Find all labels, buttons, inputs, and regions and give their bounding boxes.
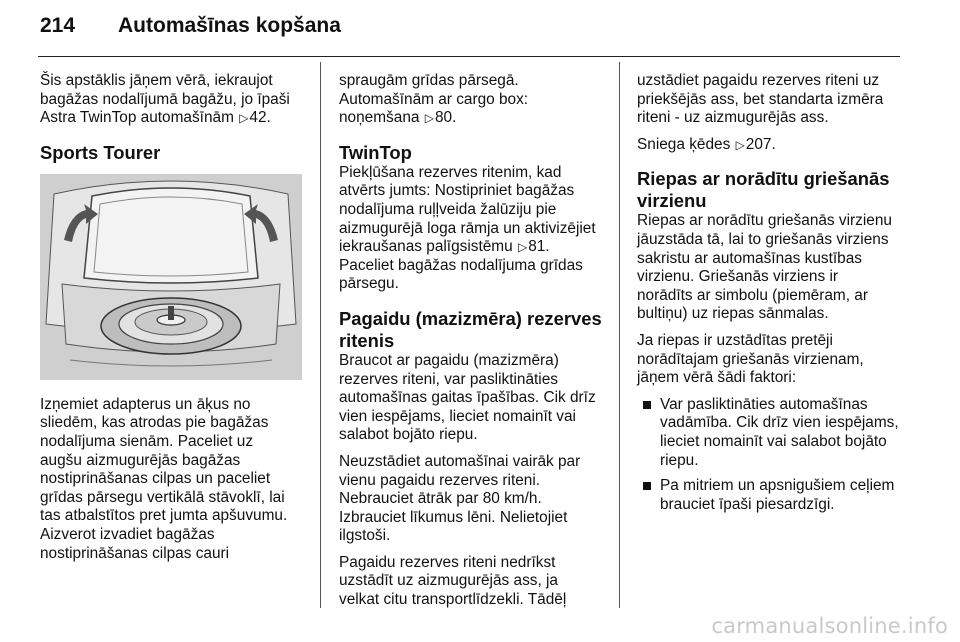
line: velkat citu transportlīdzekli. Tādēļ bbox=[339, 591, 567, 609]
line: Pa mitriem un apsnigušiem ceļiem bbox=[660, 477, 895, 495]
line: nodalījuma ruļļveida žalūziju pie bbox=[339, 200, 557, 218]
page-number: 214 bbox=[40, 14, 76, 37]
line: ilgstoši. bbox=[339, 527, 391, 545]
line: lieciet nomainīt vai salabot bojāto bbox=[660, 432, 887, 450]
line: vienu pagaidu rezerves riteni. bbox=[339, 471, 541, 489]
line: grīdas pārsegu vertikālā stāvoklī, lai bbox=[40, 488, 285, 506]
line: Šis apstāklis jāņem vērā, iekraujot bbox=[40, 72, 273, 89]
line: nostiprināšanas cilpas cauri bbox=[40, 544, 230, 562]
page-title: Automašīnas kopšana bbox=[118, 14, 341, 37]
section-heading-twintop: TwinTop bbox=[339, 141, 412, 163]
page-header bbox=[40, 14, 341, 48]
line: sakristu ar automašīnas kustības bbox=[637, 249, 862, 267]
line: Aizverot izvadiet bagāžas bbox=[40, 525, 215, 543]
trunk-spare-wheel-illustration bbox=[40, 174, 302, 380]
twintop-paragraph bbox=[339, 164, 605, 294]
line: Piekļūšana rezerves ritenim, kad bbox=[339, 163, 562, 181]
page-ref-arrow-icon: ▷ bbox=[239, 111, 249, 126]
line: norādītajam griešanās virzienam, bbox=[637, 350, 864, 368]
line: rezerves riteni, var pasliktināties bbox=[339, 370, 558, 388]
heading-line: Riepas ar norādītu griešanās bbox=[637, 168, 890, 190]
section-heading-temporary-spare bbox=[339, 308, 605, 352]
page-ref-arrow-icon: ▷ bbox=[517, 240, 528, 255]
line: Paceliet bagāžas nodalījuma grīdas bbox=[339, 256, 583, 274]
line: bultiņu) uz riepas sānmalas. bbox=[637, 305, 829, 323]
line: Automašīnām ar cargo box: bbox=[339, 90, 529, 108]
column-2 bbox=[339, 72, 605, 610]
line: nostiprināšanas cilpas un paceliet bbox=[40, 470, 271, 488]
page-ref[interactable]: 81. bbox=[528, 238, 550, 256]
instructions-paragraph bbox=[40, 396, 302, 563]
continued-paragraph bbox=[339, 72, 605, 128]
line: bagāžas nodalījumā bagāžu, jo īpaši bbox=[40, 90, 290, 108]
line: augšu aizmugurējās bagāžas bbox=[40, 451, 241, 469]
line: atvērts jumts: Nostipriniet bagāžas bbox=[339, 182, 575, 200]
column-1 bbox=[40, 72, 302, 563]
directional-paragraph bbox=[637, 212, 909, 324]
page-ref[interactable]: 42. bbox=[249, 109, 271, 127]
temporary-spare-paragraph bbox=[339, 352, 605, 445]
speed-paragraph bbox=[339, 453, 605, 546]
line: virzienu. Griešanās virziens ir bbox=[637, 268, 838, 286]
line: pārsegu. bbox=[339, 275, 399, 293]
bullet-square-icon bbox=[643, 482, 651, 490]
line: sliedēm, kas atrodas pie bagāžas bbox=[40, 414, 269, 432]
section-heading-directional-tyres bbox=[637, 168, 909, 212]
header-rule bbox=[38, 56, 900, 57]
line: riepu. bbox=[660, 451, 699, 469]
line: iekraušanas palīgsistēmu bbox=[339, 238, 513, 256]
watermark-text: carmanualsonline.info bbox=[711, 614, 948, 638]
axle-paragraph bbox=[637, 72, 909, 128]
line: riteni - uz aizmugurējās ass. bbox=[637, 109, 829, 127]
line: Neuzstādiet automašīnai vairāk par bbox=[339, 452, 581, 470]
line: Sniega ķēdes bbox=[637, 135, 731, 153]
line: Riepas ar norādītu griešanās virzienu bbox=[637, 212, 892, 230]
line: salabot bojāto riepu. bbox=[339, 426, 478, 444]
line: vadāmība. Cik drīz vien iespējams, bbox=[660, 414, 899, 432]
heading-line: virzienu bbox=[637, 190, 707, 212]
line: Ja riepas ir uzstādītas pretēji bbox=[637, 331, 833, 349]
heading-line: Pagaidu (mazizmēra) rezerves bbox=[339, 307, 602, 329]
column-3 bbox=[637, 72, 909, 521]
line: priekšējās ass, bet standarta izmēra bbox=[637, 90, 884, 108]
towing-paragraph bbox=[339, 554, 605, 610]
list-item bbox=[637, 477, 909, 514]
line: vien iespējams, lieciet nomainīt vai bbox=[339, 407, 576, 425]
line: brauciet īpaši piesardzīgi. bbox=[660, 495, 835, 513]
snow-chains-paragraph bbox=[637, 136, 909, 155]
reverse-mount-paragraph bbox=[637, 332, 909, 388]
line: Braucot ar pagaidu (mazizmēra) bbox=[339, 351, 559, 369]
page-ref-arrow-icon: ▷ bbox=[424, 111, 434, 126]
line: Pagaidu rezerves riteni nedrīkst bbox=[339, 553, 556, 571]
line: uzstādīt uz aizmugurējās ass, ja bbox=[339, 572, 558, 590]
line: aizmugurējā loga rāmja un aktivizējiet bbox=[339, 219, 596, 237]
line: Var pasliktināties automašīnas bbox=[660, 395, 868, 413]
bullet-square-icon bbox=[643, 401, 651, 409]
line: uzstādiet pagaidu rezerves riteni uz bbox=[637, 72, 880, 89]
line: Izņemiet adapterus un āķus no bbox=[40, 395, 251, 413]
heading-line: ritenis bbox=[339, 329, 395, 351]
line: spraugām grīdas pārsegā. bbox=[339, 72, 519, 89]
list-item bbox=[637, 396, 909, 470]
line: tas atbalstītos pret jumta apšuvumu. bbox=[40, 507, 288, 525]
line: jāuzstāda tā, lai to griešanās virziens bbox=[637, 230, 889, 248]
page-ref-arrow-icon: ▷ bbox=[735, 137, 745, 152]
line: automašīnas gaitas īpašības. Cik drīz bbox=[339, 389, 596, 407]
column-divider-1 bbox=[320, 62, 321, 608]
column-divider-2 bbox=[619, 62, 620, 608]
line: Astra TwinTop automašīnām bbox=[40, 109, 234, 127]
line: Nebrauciet ātrāk par 80 km/h. bbox=[339, 490, 542, 508]
line: norādīts ar simbolu (piemēram, ar bbox=[637, 286, 868, 304]
intro-paragraph bbox=[40, 72, 302, 128]
line: jāņem vērā šādi faktori: bbox=[637, 369, 797, 387]
page-ref[interactable]: 207. bbox=[745, 135, 776, 153]
line: noņemšana bbox=[339, 109, 420, 127]
factors-list bbox=[637, 396, 909, 515]
section-heading-sports-tourer: Sports Tourer bbox=[40, 141, 161, 163]
line: Izbrauciet līkumus lēni. Nelietojiet bbox=[339, 508, 568, 526]
page-ref[interactable]: 80. bbox=[434, 109, 457, 127]
line: nodalījuma sienām. Paceliet uz bbox=[40, 432, 254, 450]
